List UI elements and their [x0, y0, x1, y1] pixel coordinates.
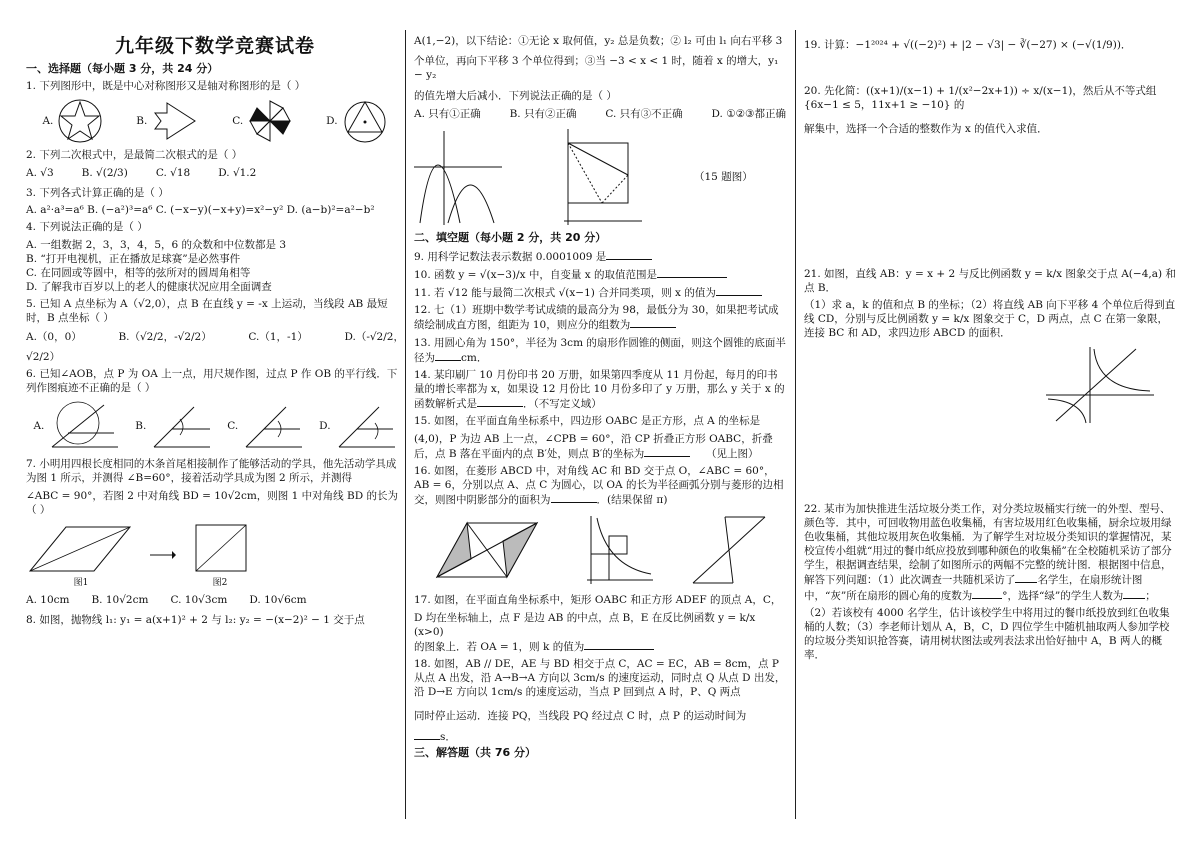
pinwheel-figure: [247, 98, 293, 144]
question-4-option-c: C. 在同圆或等圆中，相等的弦所对的圆周角相等: [26, 266, 251, 279]
construction-c-figure: [242, 401, 304, 451]
answer-blank[interactable]: [630, 317, 676, 328]
column-1: [26, 30, 404, 819]
question-12: 12. 七（1）班期中数学考试成绩的最高分为 98，最低分为 30，如果把考试成绩绘制成直方图，组距为 10，则应分的组数为: [414, 304, 779, 332]
option-d: D. √1.2: [218, 166, 257, 179]
arrow-shape-figure: [151, 99, 199, 143]
figure-1-label: 图1: [73, 577, 89, 588]
hyperbola-line-figure: [1046, 345, 1156, 425]
answer-blank[interactable]: [657, 267, 727, 278]
question-8-15-figures: [414, 127, 786, 227]
option-a: A. 10cm: [26, 594, 70, 607]
answer-blank[interactable]: [414, 729, 440, 740]
option-c-label: C.: [232, 114, 244, 127]
question-18-line-2: 同时停止运动．连接 PQ，当线段 PQ 经过点 C 时，点 P 的运动时间为: [414, 709, 747, 722]
question-4-option-d: D. 了解我市百岁以上的老人的健康状况应用全面调查: [26, 281, 272, 294]
question-15-line-2: (4,0)，P 为边 AB 上一点，∠CPB = 60°，沿 CP 折叠正方形 OABC，折叠: [414, 432, 773, 445]
square-figure: [190, 521, 250, 577]
question-8-continued-2: 个单位，再向下平移 3 个单位得到；③当 −3 < x < 1 时，随着 x 的增大，y₁ − y₂: [414, 55, 779, 82]
question-6: 6. 已知∠AOB，点 P 为 OA 上一点，用尺规作图，过点 P 作 OB 的平行线．下列作图痕迹不正确的是（ ）: [26, 367, 398, 395]
question-3-options: A. a²·a³=a⁶ B. (−a²)³=a⁶ C. (−x−y)(−x+y)=x²−y² D. (a−b)²=a²−b²: [26, 204, 375, 217]
option-b: B.（√2/2，-√2/2）: [118, 330, 212, 343]
rhombus-figure: [26, 521, 136, 577]
question-8-options: [414, 107, 786, 121]
figure-2-label: 图2: [212, 577, 228, 588]
question-17-line-3: 的图象上．若 OA = 1，则 k 的值为: [414, 639, 786, 654]
question-7-figures: [26, 521, 404, 589]
question-19: 19. 计算：−1²⁰²⁴ + √((−2)²) + |2 − √3| − ∛(−27) × (−√(1/9))．: [804, 39, 1132, 51]
section-fill-heading: 二、填空题（每小题 2 分，共 20 分）: [414, 230, 607, 244]
option-d-label: D.: [319, 420, 331, 433]
option-d: D. 10√6cm: [249, 594, 307, 607]
option-b: B. 只有②正确: [509, 107, 577, 120]
question-4: 4. 下列说法正确的是（ ）: [26, 221, 148, 234]
question-3: 3. 下列各式计算正确的是（ ）: [26, 187, 169, 199]
question-5: 5. 已知 A 点坐标为 A（√2,0），点 B 在直线 y = -x 上运动，当线段 AB 最短时，B 点坐标（ ）: [26, 298, 388, 325]
crossing-segments-figure: [689, 511, 769, 589]
question-7-line-2: ∠ABC = 90°，若图 2 中对角线 BD = 10√2cm，则图 1 中对角线 BD 的长为: [26, 489, 398, 502]
question-11: 11. 若 √12 能与最简二次根式 √(x−1) 合并同类项，则 x 的值为: [414, 285, 786, 300]
rhombus-shaded-figure: [431, 519, 543, 581]
option-b: B. 10√2cm: [91, 594, 149, 607]
question-8-continued-1: A(1,−2)，以下结论：①无论 x 取何值，y₂ 总是负数；② l₂ 可由 l₁ 向右平移 3: [414, 35, 783, 47]
question-21-parts: （1）求 a，k 的值和点 B 的坐标；（2）将直线 AB 向下平移 4 个单位后得到直线 CD，分别与反比例函数 y = k/x 图象交于 C，D 两点，点 C 在第一象限，连接 BC 和 AD，求四边形 ABCD 的面积．: [804, 299, 1176, 340]
construction-a-figure: [48, 399, 120, 453]
option-a: A. √3: [26, 166, 54, 179]
answer-blank[interactable]: [584, 639, 654, 650]
answer-blank[interactable]: [1015, 572, 1037, 583]
answer-blank[interactable]: [716, 285, 762, 296]
question-22-parts: （2）若该校有 4000 名学生，估计该校学生中将用过的餐巾纸投放到红色收集桶的人数；（3）李老师计划从 A，B，C，D 四位学生中随机抽取两人参加学校的垃圾分类知识抢答赛，请用树状图法或列表法求出恰好抽中 A，B 两人的概率．: [804, 606, 1170, 662]
question-15: 15. 如图，在平面直角坐标系中，四边形 OABC 是正方形，点 A 的坐标是: [414, 415, 761, 428]
column-3: [804, 30, 1176, 819]
question-18: 18. 如图，AB // DE，AE 与 BD 相交于点 C，AC = EC，AB = 8cm，点 P 从点 A 出发，沿 A→B→A 方向以 3cm/s 的速度运动，同时点 Q 从点 D 出发，沿 D→E 方向以 1cm/s 的速度运动，当点 P 回到点 A 时，P、Q 两点: [414, 658, 786, 699]
question-16: 16. 如图，在菱形 ABCD 中，对角线 AC 和 BD 交于点 O，∠ABC = 60°，AB = 6，分别以点 A、点 C 为圆心，以 OA 的长为半径画弧分别与菱形的边相交，则图中阴影部分的面积为 ．(结果保留 π): [414, 464, 784, 507]
question-4-option-a: A. 一组数据 2，3，3，4，5，6 的众数和中位数都是 3: [26, 238, 287, 251]
question-18-line-3: s．: [414, 729, 786, 744]
question-5-options: [26, 330, 404, 344]
parabolas-figure: [414, 127, 504, 227]
question-14: 14. 某印刷厂 10 月份印书 20 万册，如果第四季度从 11 月份起，每月的印书量的增长率都为 x，如果设 12 月份比 10 月份多印了 y 万册，那么 y 关于 x 的函数解析式是 ．（不写定义域）: [414, 368, 785, 411]
question-2: 2. 下列二次根式中，是最简二次根式的是（ ）: [26, 148, 243, 161]
option-a: A. 只有①正确: [414, 107, 481, 120]
option-c: C. 10√3cm: [170, 594, 228, 607]
answer-blank[interactable]: [477, 396, 523, 407]
question-20: 20. 先化简：((x+1)/(x−1) + 1/(x²−2x+1)) ÷ x/(x−1)，然后从不等式组 {6x−1 ≤ 5，11x+1 ≥ −10} 的: [804, 85, 1157, 112]
square-fold-figure: [554, 127, 644, 227]
option-a: A.（0，0）: [26, 330, 82, 343]
section-choice-heading: 一、选择题（每小题 3 分，共 24 分）: [26, 61, 219, 75]
page-title: 九年级下数学竞赛试卷: [114, 35, 315, 57]
option-d: D. ①②③都正确: [711, 107, 786, 120]
question-13: 13. 用圆心角为 150°，半径为 3cm 的扇形作圆锥的侧面，则这个圆锥的底面半径为 cm．: [414, 336, 786, 364]
question-22: 22. 某市为加快推进生活垃圾分类工作，对分类垃圾桶实行统一的外型、型号、颜色等．其中，可回收物用蓝色收集桶，有害垃圾用红色收集桶，厨余垃圾用绿色收集桶，其他垃圾用灰色收集桶．为了解学生对垃圾分类知识的掌握情况，某校宣传小组就“用过的餐巾纸应投放到哪种颜色的收集桶”在全校随机采访了部分学生，根据调查结果，绘制了如图所示的两幅不完整的统计图．根据图中信息，解答下列问题：（1）此次调查一共随机采访了 名学生，在扇形统计图中，“灰”所在扇形的圆心角的度数为 °，选择“绿”的学生人数为 ；: [804, 502, 1172, 602]
figure-2: [190, 521, 250, 589]
question-16-18-figures: [414, 511, 786, 589]
option-b-label: B.: [135, 420, 147, 433]
question-20-line-2: 解集中，选择一个合适的整数作为 x 的值代入求值．: [804, 122, 1048, 135]
section-answer-heading: 三、解答题（共 76 分）: [414, 746, 536, 759]
question-15-figure-label: （15 题图）: [694, 170, 753, 183]
question-9: 9. 用科学记数法表示数据 0.0001009 是: [414, 249, 786, 264]
option-d-label: D.: [326, 114, 338, 127]
question-5-option-d-continued: √2/2）: [26, 350, 61, 363]
question-1-figures: [26, 98, 404, 144]
option-c: C.（1，-1）: [248, 330, 308, 343]
option-a-label: A.: [33, 420, 45, 433]
figure-1: [26, 521, 136, 589]
question-1: 1. 下列图形中，既是中心对称图形又是轴对称图形的是（ ）: [26, 80, 306, 93]
question-8-continued-3: 的值先增大后减小．下列说法正确的是（ ）: [414, 89, 617, 102]
question-7: 7. 小明用四根长度相同的木条首尾相接制作了能够活动的学具，他先活动学具成为图 1 所示，并测得 ∠B=60°，接着活动学具成为图 2 所示，并测得: [26, 458, 397, 485]
answer-blank[interactable]: [644, 446, 690, 457]
option-c: C. 只有③不正确: [605, 107, 683, 120]
option-b: B. √(2/3): [81, 166, 128, 179]
answer-blank[interactable]: [551, 492, 597, 503]
question-7-line-3: （ ）: [26, 503, 51, 516]
question-4-option-b: B. “打开电视机，正在播放足球赛”是必然事件: [26, 252, 241, 265]
answer-blank[interactable]: [1123, 588, 1145, 599]
option-c-label: C.: [227, 420, 239, 433]
answer-blank[interactable]: [972, 588, 1002, 599]
question-17: 17. 如图，在平面直角坐标系中，矩形 OABC 和正方形 ADEF 的顶点 A，C，: [414, 594, 782, 607]
column-2: [414, 30, 786, 819]
option-a-label: A.: [42, 114, 54, 127]
answer-blank[interactable]: [606, 249, 652, 260]
triangle-in-circle-figure: [342, 98, 388, 144]
column-divider-right: [795, 30, 796, 819]
option-c: C. √18: [155, 166, 191, 179]
question-21: 21. 如图，直线 AB：y = x + 2 与反比例函数 y = k/x 图象交于点 A(−4,a) 和点 B．: [804, 267, 1176, 294]
question-8: 8. 如图，抛物线 l₁: y₁ = a(x+1)² + 2 与 l₂: y₂ = −(x−2)² − 1 交于点: [26, 614, 365, 627]
question-17-line-2: D 均在坐标轴上，点 F 是边 AB 的中点，点 B，E 在反比例函数 y = k/x (x>0): [414, 611, 756, 638]
question-21-figure-row: [804, 345, 1156, 425]
question-10: 10. 函数 y = √(x−3)/x 中，自变量 x 的取值范围是: [414, 267, 786, 282]
answer-blank[interactable]: [435, 350, 461, 361]
question-15-line-3: 后，点 B 落在平面内的点 B′处，则点 B′的坐标为 （见上图）: [414, 447, 759, 460]
option-d: D.（-√2/2，: [344, 330, 404, 343]
arrow-right-icon: [150, 548, 176, 562]
question-7-options: [26, 593, 404, 607]
question-6-figures: [26, 399, 404, 453]
option-b-label: B.: [136, 114, 148, 127]
construction-b-figure: [150, 401, 212, 451]
question-2-options: [26, 166, 404, 180]
column-divider-left: [405, 30, 406, 819]
star-in-circle-figure: [57, 98, 103, 144]
rectangle-square-graph-figure: [577, 514, 655, 586]
construction-d-figure: [335, 401, 397, 451]
